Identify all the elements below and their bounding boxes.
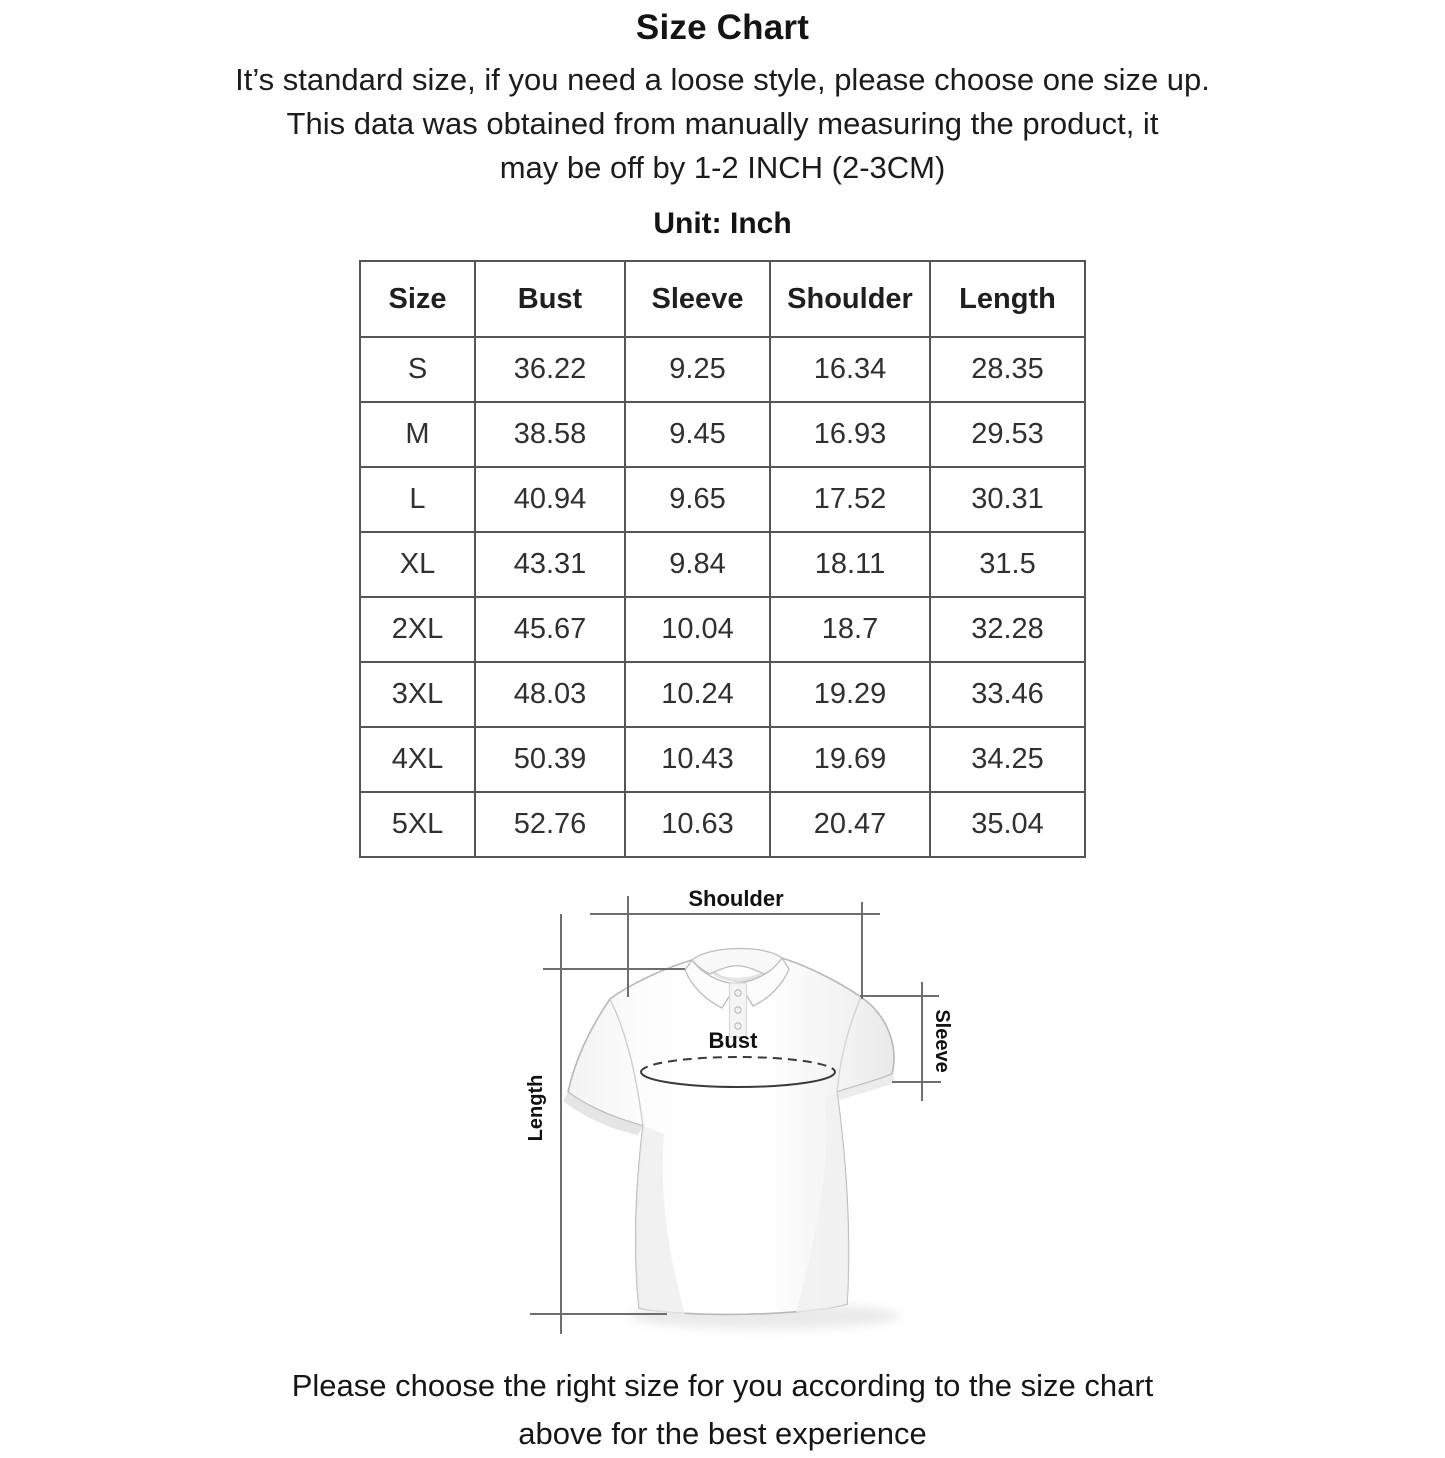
size-cell: 5XL [360, 792, 475, 857]
shoulder-cell: 20.47 [770, 792, 930, 857]
bust-cell: 36.22 [475, 337, 625, 402]
shoulder-cell: 19.69 [770, 727, 930, 792]
polo-shirt-graphic [480, 884, 1010, 1344]
column-header-bust: Bust [475, 261, 625, 337]
shoulder-cell: 16.93 [770, 402, 930, 467]
bust-cell: 50.39 [475, 727, 625, 792]
bust-cell: 38.58 [475, 402, 625, 467]
length-label: Length [525, 1074, 547, 1142]
size-cell: M [360, 402, 475, 467]
size-cell: L [360, 467, 475, 532]
size-cell: 2XL [360, 597, 475, 662]
bust-cell: 43.31 [475, 532, 625, 597]
column-header-size: Size [360, 261, 475, 337]
length-cell: 33.46 [930, 662, 1085, 727]
table-row [360, 792, 1085, 857]
button [735, 1007, 741, 1013]
table-row [360, 467, 1085, 532]
footer-note [0, 1362, 1445, 1458]
bust-cell: 52.76 [475, 792, 625, 857]
length-cell: 34.25 [930, 727, 1085, 792]
sleeve-cell: 9.84 [625, 532, 770, 597]
length-cell: 30.31 [930, 467, 1085, 532]
length-cell: 31.5 [930, 532, 1085, 597]
button [735, 990, 741, 996]
size-cell: XL [360, 532, 475, 597]
shoulder-cell: 18.11 [770, 532, 930, 597]
shoulder-cell: 19.29 [770, 662, 930, 727]
size-note [0, 58, 1445, 190]
table-header-row [360, 261, 1085, 337]
collar-back-band [692, 948, 782, 974]
table-row [360, 337, 1085, 402]
footer-note-line: above for the best experience [518, 1416, 927, 1451]
sleeve-cell: 9.65 [625, 467, 770, 532]
size-cell: 3XL [360, 662, 475, 727]
size-note-line: may be off by 1-2 INCH (2-3CM) [499, 150, 946, 185]
table-row [360, 662, 1085, 727]
sleeve-label: Sleeve [931, 1009, 953, 1073]
unit-label: Unit: Inch [653, 207, 792, 240]
sleeve-cell: 10.43 [625, 727, 770, 792]
table-row [360, 532, 1085, 597]
sleeve-cell: 10.63 [625, 792, 770, 857]
sleeve-cell: 9.45 [625, 402, 770, 467]
shoulder-cell: 18.7 [770, 597, 930, 662]
column-header-sleeve: Sleeve [625, 261, 770, 337]
bust-label: Bust [708, 1028, 758, 1053]
sleeve-cell: 10.24 [625, 662, 770, 727]
size-chart-page [0, 8, 1445, 1458]
bust-cell: 48.03 [475, 662, 625, 727]
column-header-length: Length [930, 261, 1085, 337]
bust-cell: 40.94 [475, 467, 625, 532]
table-row [360, 727, 1085, 792]
shoulder-label: Shoulder [688, 886, 784, 911]
sleeve-cell: 9.25 [625, 337, 770, 402]
size-cell: 4XL [360, 727, 475, 792]
shoulder-cell: 17.52 [770, 467, 930, 532]
page-title: Size Chart [635, 8, 810, 47]
size-note-line: It’s standard size, if you need a loose style, please choose one size up. [235, 62, 1210, 97]
length-cell: 29.53 [930, 402, 1085, 467]
bust-cell: 45.67 [475, 597, 625, 662]
size-table [359, 260, 1086, 858]
measurement-diagram [480, 884, 1010, 1344]
length-cell: 28.35 [930, 337, 1085, 402]
column-header-shoulder: Shoulder [770, 261, 930, 337]
table-row [360, 402, 1085, 467]
length-cell: 32.28 [930, 597, 1085, 662]
shoulder-cell: 16.34 [770, 337, 930, 402]
table-row [360, 597, 1085, 662]
size-note-line: This data was obtained from manually measuring the product, it [286, 106, 1159, 141]
size-cell: S [360, 337, 475, 402]
sleeve-cell: 10.04 [625, 597, 770, 662]
length-cell: 35.04 [930, 792, 1085, 857]
footer-note-line: Please choose the right size for you according to the size chart [291, 1368, 1154, 1403]
